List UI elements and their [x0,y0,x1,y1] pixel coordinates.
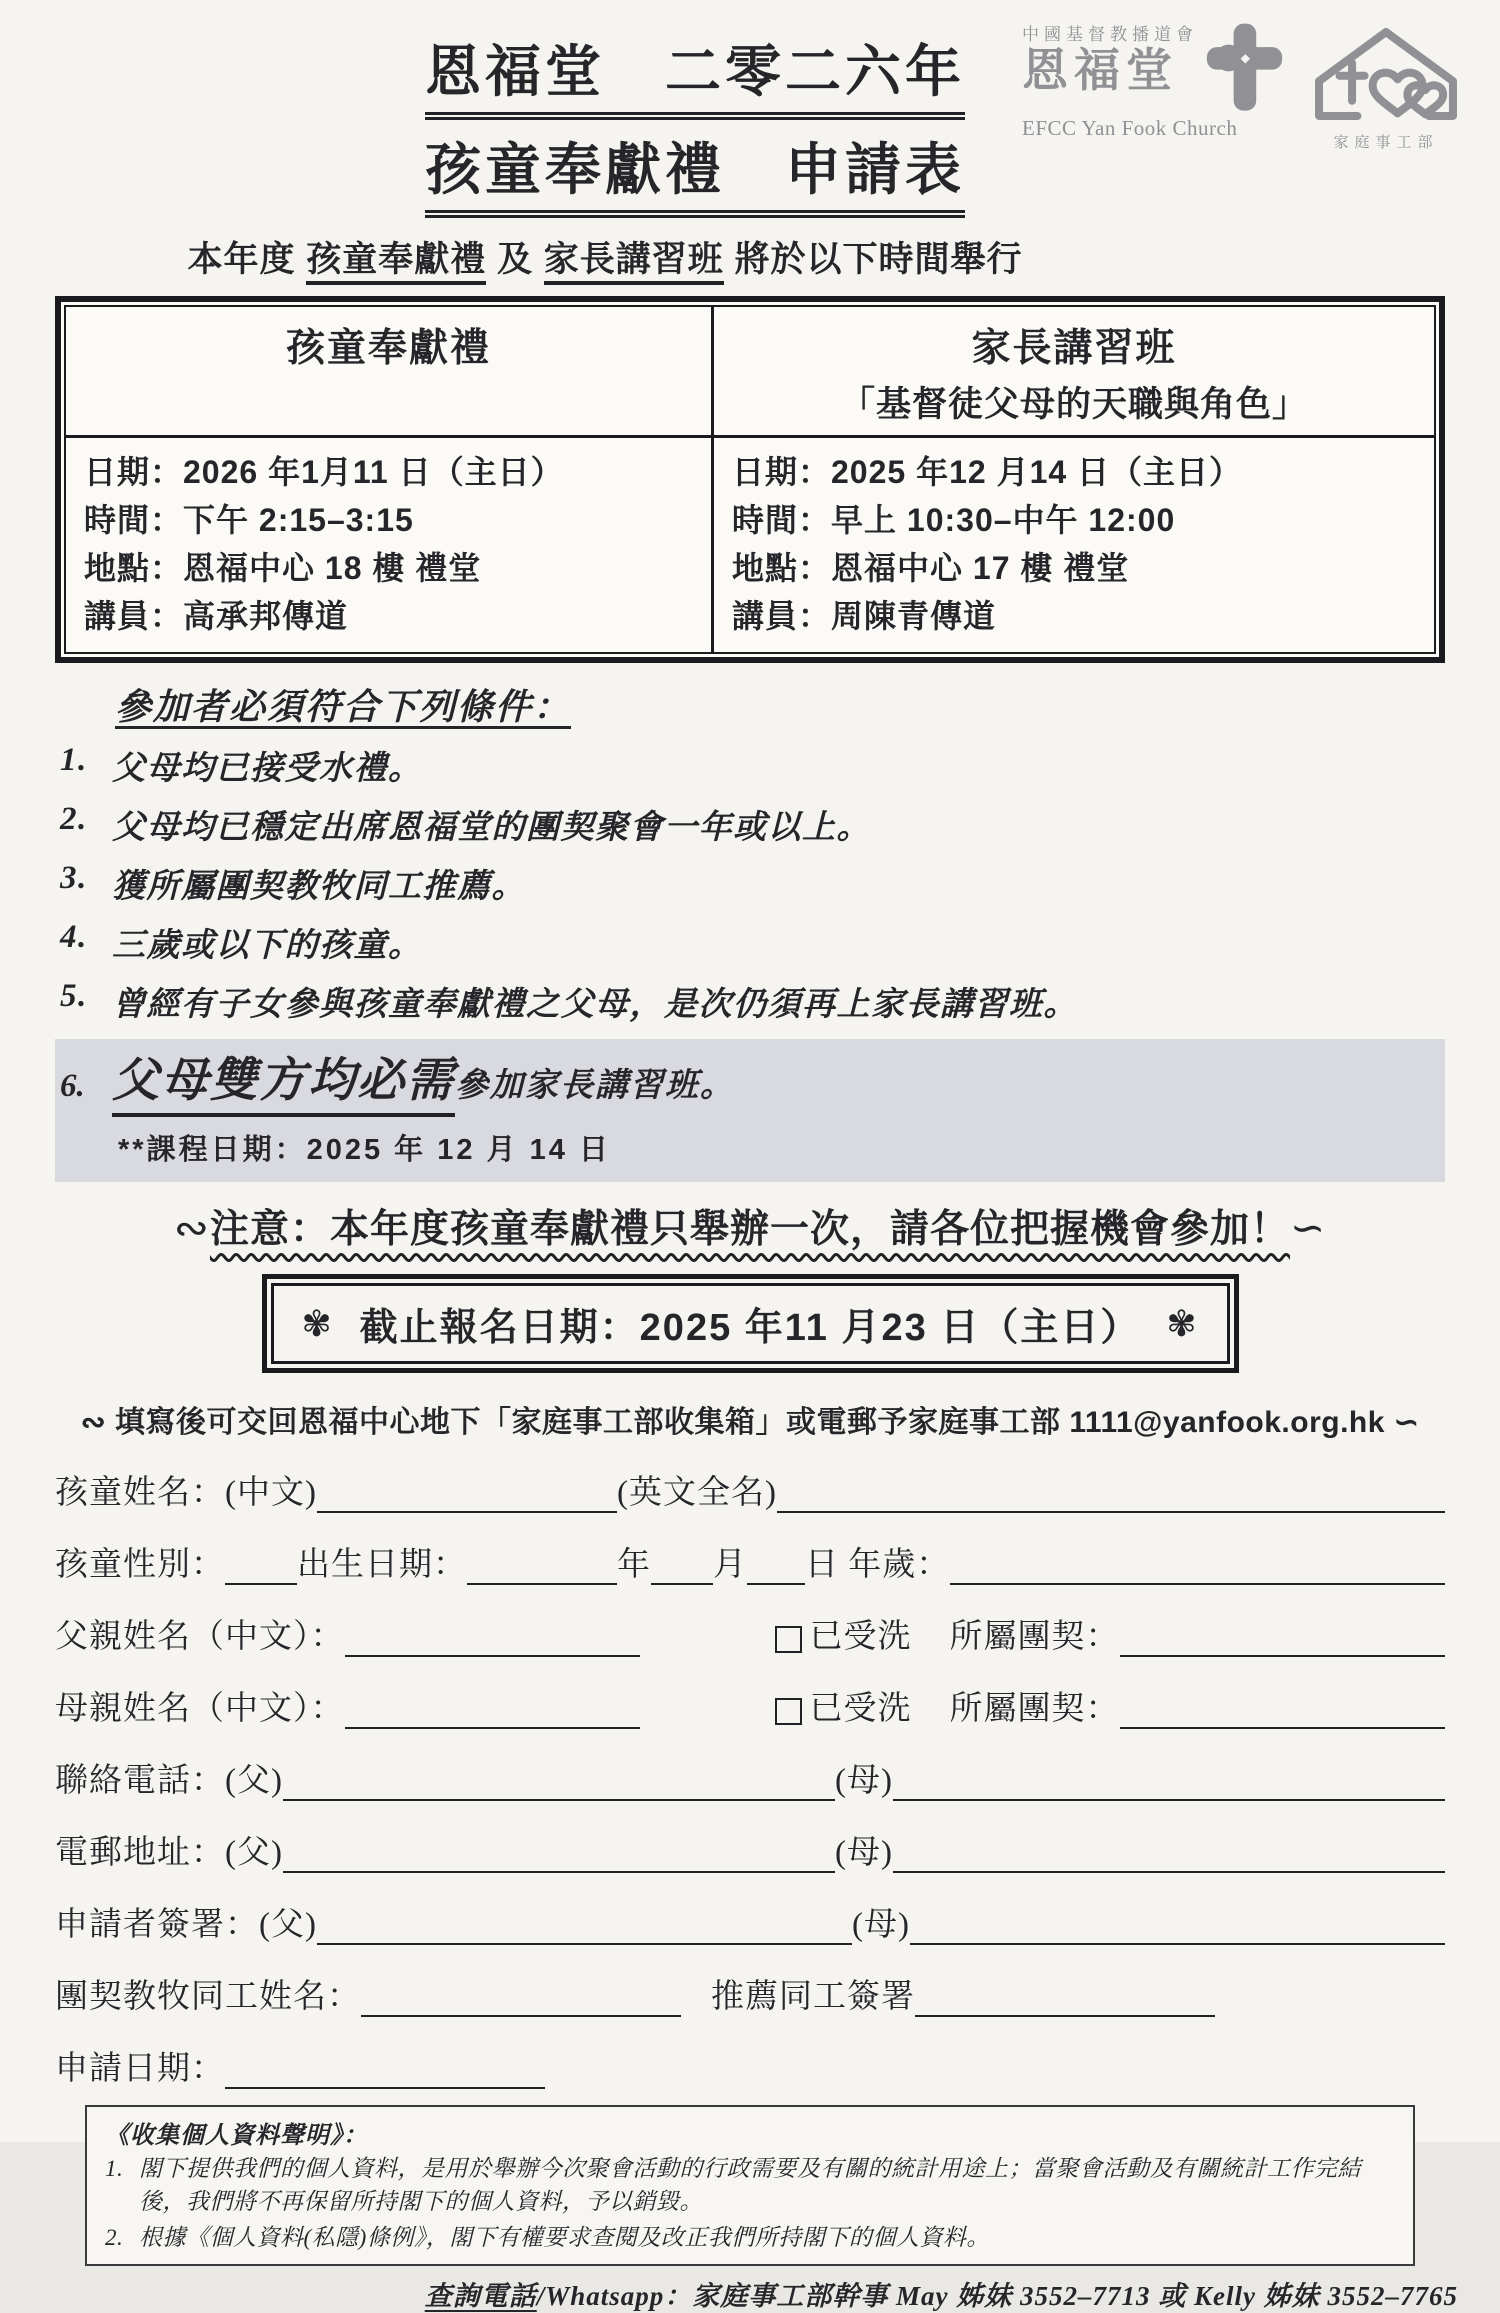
mother-fellowship-blank [1120,1691,1446,1729]
mother-fellowship-label: 所屬團契： [949,1691,1120,1727]
title-text-1: 恩福堂 二零二六年 [425,28,965,120]
signature-mother-blank [910,1907,1445,1945]
birth-month-blank [651,1547,713,1585]
return-instructions [0,1397,1500,1441]
mother-name-blank [345,1691,640,1729]
course-date-note: **課程日期：2025 年 12 月 14 日 [118,1134,611,1166]
condition-number: 3. [60,860,88,896]
condition-6-emphasis: 父母雙方均必需 [112,1043,455,1117]
subtitle-conjunction: 及 [496,240,533,279]
birth-day-blank [747,1547,805,1585]
father-fellowship-label: 所屬團契： [949,1619,1120,1655]
ceremony-title: 孩童奉獻禮 [285,327,491,370]
ceremony-venue: 地點：恩福中心 18 樓 禮堂 [84,550,482,586]
return-instructions-text: 填寫後可交回恩福中心地下「家庭事工部收集箱」或電郵予家庭事工部 1111@yanfook.org.hk [115,1406,1385,1439]
subtitle [0,232,1500,282]
notice-text: 注意：本年度孩童奉獻禮只舉辦一次，請各位把握機會參加！ [209,1208,1290,1251]
mother-name-row [55,1688,1445,1729]
phone-father-blank [283,1763,835,1801]
privacy-heading: 《收集個人資料聲明》： [105,2123,368,2149]
child-name-english-label: (英文全名) [616,1475,777,1511]
privacy-statement-box [85,2105,1415,2266]
parent-class-subtitle: 「基督徒父母的天職與角色」 [839,385,1308,424]
mother-name-label: 母親姓名（中文）： [55,1691,345,1727]
condition-item-5 [60,978,1440,1025]
condition-text: 獲所屬團契教牧同工推薦。 [112,869,526,905]
child-name-chinese-blank [317,1475,617,1513]
parent-class-title: 家長講習班 [971,327,1177,370]
email-row [55,1832,1445,1873]
father-baptized-label: 已受洗 [809,1619,912,1655]
church-english-name: EFCC Yan Fook Church [1022,116,1238,140]
child-name-chinese-label: 孩童姓名：(中文) [55,1475,317,1511]
subtitle-suffix: 將於以下時間舉行 [734,240,1023,279]
father-fellowship-blank [1120,1619,1446,1657]
father-name-blank [345,1619,640,1657]
birth-year-blank [467,1547,617,1585]
privacy-item-1 [105,2152,1395,2219]
email-father-blank [283,1835,835,1873]
condition-number: 4. [60,919,88,955]
privacy-item-2 [105,2221,1395,2254]
child-gender-label: 孩童性別： [55,1547,225,1583]
family-ministry-logo [1310,24,1462,152]
condition-item-1 [60,742,1440,789]
phone-mother-blank [893,1763,1445,1801]
parent-class-time: 時間：早上 10:30–中午 12:00 [732,502,1176,538]
contact-details: /Whatsapp：家庭事工部幹事 May 姊妹 3552–7713 或 Kelly 姊妹 3552–7765 [536,2281,1458,2312]
phone-father-label: 聯絡電話：(父) [55,1763,283,1799]
page-header [0,0,1500,282]
contact-label: 查詢電話 [424,2281,537,2312]
notice-line [0,1198,1500,1254]
phone-row [55,1760,1445,1801]
ceremony-speaker: 講員：高承邦傳道 [84,598,349,634]
privacy-item-text: 閣下提供我們的個人資料，是用於舉辦今次聚會活動的行政需要及有關的統計用途上；當聚會活動及有關統計工作完結後，我們將不再保留所持閣下的個人資料，予以銷毀。 [139,2156,1361,2215]
house-heart-icon [1310,24,1462,124]
condition-number: 1. [60,742,88,778]
father-baptized-checkbox [775,1626,802,1653]
church-denomination: 中國基督教播道會 [1022,25,1198,44]
privacy-item-number: 2. [105,2224,124,2250]
staff-name-blank [361,1979,681,2017]
deadline-box-inner [271,1283,1230,1364]
parent-class-venue: 地點：恩福中心 17 樓 禮堂 [732,550,1130,586]
application-date-label: 申請日期： [55,2051,225,2087]
contact-footer [0,2274,1458,2313]
condition-text: 曾經有子女參與孩童奉獻禮之父母，是次仍須再上家長講習班。 [112,987,1078,1023]
subtitle-event-2: 家長講習班 [544,240,724,285]
condition-item-2 [60,801,1440,848]
mother-baptized-label: 已受洗 [809,1691,912,1727]
father-name-row [55,1616,1445,1657]
signature-father-label: 申請者簽署：(父) [55,1907,317,1943]
subtitle-event-1: 孩童奉獻禮 [306,240,486,285]
staff-signature-blank [915,1979,1215,2017]
year-label: 年 [617,1547,651,1583]
condition-item-4 [60,919,1440,966]
swirl-ornament-left: ∾ [80,1406,107,1439]
parent-class-date: 日期：2025 年12 月14 日（主日） [732,454,1243,490]
ceremony-time: 時間：下午 2:15–3:15 [84,502,414,538]
church-logo-text [1022,20,1198,96]
church-name: 恩福堂 [1022,44,1178,96]
condition-item-3 [60,860,1440,907]
parent-class-header-cell [714,307,1434,438]
application-fields [55,1472,1445,2089]
schedule-table [55,296,1445,663]
email-mother-blank [893,1835,1445,1873]
privacy-item-text: 根據《個人資料(私隱)條例》，閣下有權要求查閱及改正我們所持閣下的個人資料。 [139,2224,990,2250]
church-logo [1022,20,1284,141]
signature-father-blank [317,1907,852,1945]
flower-icon: ✾ [1166,1302,1199,1344]
parent-class-speaker: 講員：周陳青傳道 [732,598,997,634]
church-logo-top [1022,20,1284,114]
day-age-label: 日 年歲： [805,1547,951,1583]
application-date-row [55,2048,1445,2089]
deadline-text: 截止報名日期：2025 年11 月23 日（主日） [359,1307,1141,1349]
swirl-ornament-left: ∾ [173,1204,210,1251]
ceremony-details-cell [66,438,714,652]
swirl-ornament-right: ∽ [1290,1204,1327,1251]
mother-baptized-checkbox [775,1698,802,1725]
deadline-box [262,1274,1239,1373]
title-text-2: 孩童奉獻禮 申請表 [425,126,965,218]
subtitle-prefix: 本年度 [187,240,296,279]
month-label: 月 [713,1547,747,1583]
condition-number: 5. [60,978,88,1014]
staff-name-label: 團契教牧同工姓名： [55,1979,361,2015]
phone-mother-label: (母) [835,1763,893,1799]
condition-text: 三歲或以下的孩童。 [112,928,423,964]
child-gender-birth-row [55,1544,1445,1585]
child-name-english-blank [777,1475,1445,1513]
child-name-row [55,1472,1445,1513]
condition-item-6 [60,1043,1427,1117]
application-date-blank [225,2051,545,2089]
condition-6-rest: 參加家長講習班。 [455,1068,735,1104]
staff-signature-label: 推薦同工簽署 [711,1979,915,2015]
ceremony-header-cell [66,307,714,438]
privacy-item-number: 1. [105,2156,124,2181]
logo-group [1022,20,1462,152]
parent-class-details-cell [714,438,1434,652]
condition-number: 6. [60,1068,85,1104]
child-age-blank [950,1547,1445,1585]
family-ministry-label: 家庭事工部 [1333,134,1439,151]
condition-text: 父母均已穩定出席恩福堂的團契聚會一年或以上。 [112,810,871,846]
email-mother-label: (母) [835,1835,893,1871]
flower-icon: ✾ [301,1302,334,1344]
condition-number: 2. [60,801,88,837]
conditions-heading: 參加者必須符合下列條件： [115,687,572,727]
condition-text: 父母均已接受水禮。 [112,751,423,787]
schedule-table-inner [64,305,1436,654]
condition-6-highlight [55,1039,1445,1182]
email-father-label: 電郵地址：(父) [55,1835,283,1871]
cross-icon [1200,22,1284,114]
ceremony-date: 日期：2026 年1月11 日（主日） [84,454,564,490]
birth-date-label: 出生日期： [297,1547,467,1583]
signature-row [55,1904,1445,1945]
child-gender-blank [225,1547,297,1585]
swirl-ornament-right: ∽ [1393,1406,1420,1439]
staff-row [55,1976,1445,2017]
signature-mother-label: (母) [852,1907,910,1943]
father-name-label: 父親姓名（中文）： [55,1619,345,1655]
conditions-section [60,679,1440,1025]
